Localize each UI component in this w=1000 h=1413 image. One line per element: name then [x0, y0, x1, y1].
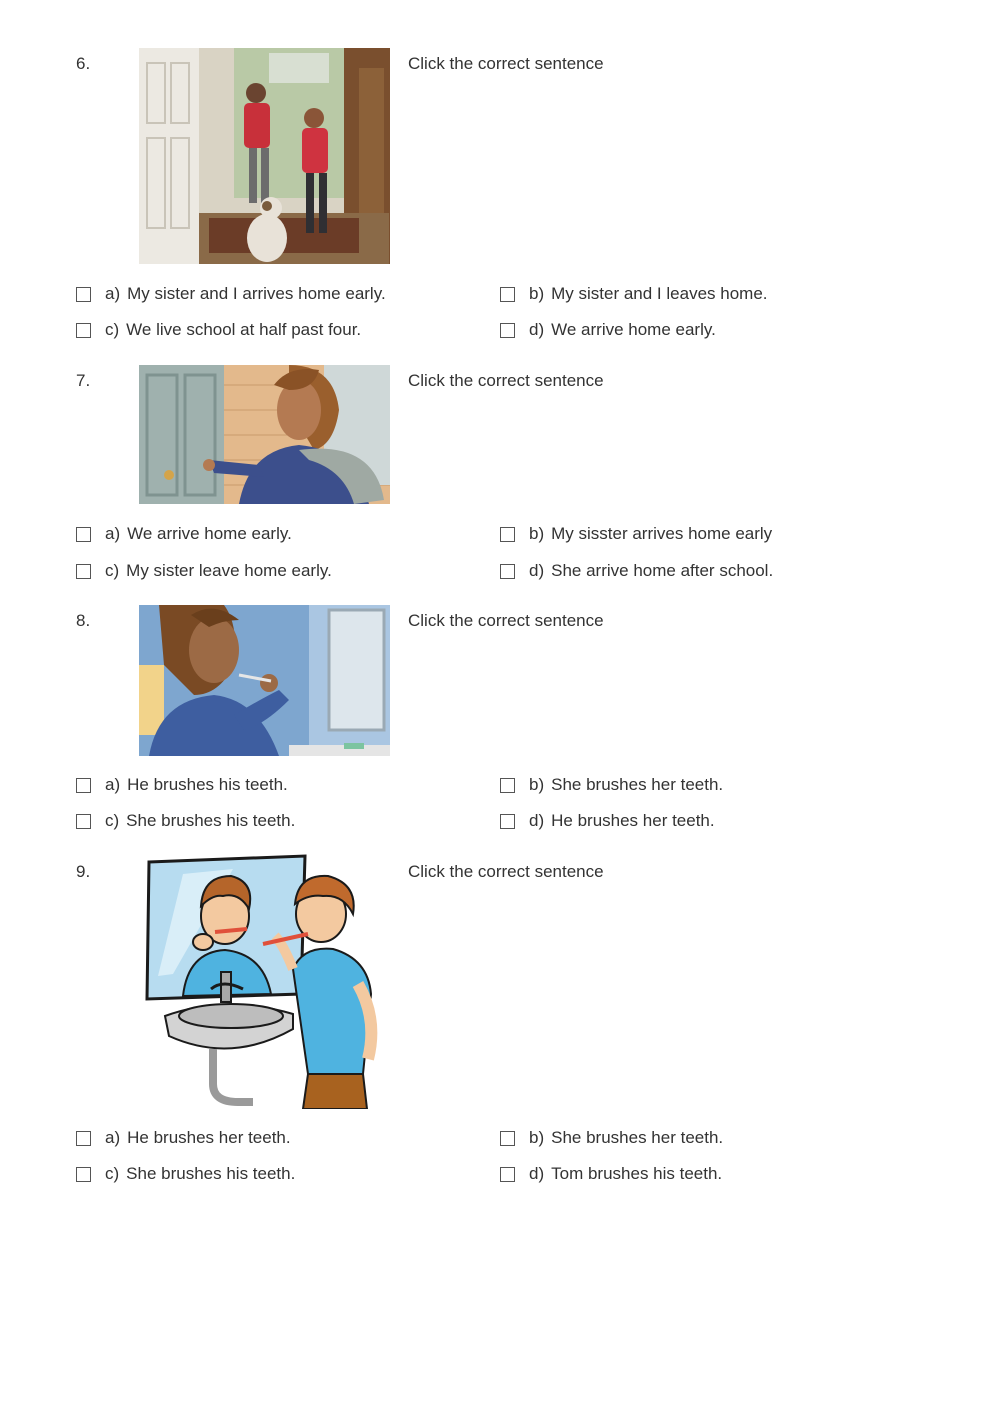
option-d[interactable] — [500, 561, 773, 581]
checkbox[interactable] — [500, 1167, 515, 1182]
option-text: He brushes his teeth. — [127, 775, 288, 794]
option-d[interactable] — [500, 1164, 722, 1184]
option-a[interactable] — [76, 284, 386, 304]
checkbox[interactable] — [76, 287, 91, 302]
option-letter: d) — [529, 811, 545, 830]
checkbox[interactable] — [500, 814, 515, 829]
option-text: She brushes his teeth. — [126, 1164, 296, 1183]
option-text: My sister and I arrives home early. — [127, 284, 386, 303]
checkbox[interactable] — [76, 323, 91, 338]
question-number: 8. — [76, 611, 91, 630]
option-text: He brushes her teeth. — [127, 1128, 291, 1147]
option-text: He brushes her teeth. — [551, 811, 715, 830]
option-c[interactable] — [76, 1164, 295, 1184]
question-prompt: Click the correct sentence — [408, 54, 604, 73]
option-letter: c) — [105, 811, 120, 830]
checkbox[interactable] — [500, 323, 515, 338]
question-image — [139, 48, 390, 264]
option-a[interactable] — [76, 1128, 291, 1148]
option-letter: a) — [105, 775, 121, 794]
option-letter: b) — [529, 284, 545, 303]
option-letter: a) — [105, 284, 121, 303]
option-text: My sister and I leaves home. — [551, 284, 768, 303]
option-d[interactable] — [500, 320, 716, 340]
question-number: 7. — [76, 371, 91, 390]
option-text: She arrive home after school. — [551, 561, 774, 580]
option-letter: b) — [529, 1128, 545, 1147]
option-letter: a) — [105, 1128, 121, 1147]
checkbox[interactable] — [76, 564, 91, 579]
option-letter: d) — [529, 561, 545, 580]
checkbox[interactable] — [76, 1167, 91, 1182]
option-text: She brushes her teeth. — [551, 775, 724, 794]
question-image — [139, 365, 390, 504]
option-text: We live school at half past four. — [126, 320, 362, 339]
checkbox[interactable] — [500, 1131, 515, 1146]
checkbox[interactable] — [76, 1131, 91, 1146]
checkbox[interactable] — [76, 778, 91, 793]
option-letter: d) — [529, 320, 545, 339]
question-image — [139, 605, 390, 756]
option-letter: d) — [529, 1164, 545, 1183]
option-letter: b) — [529, 524, 545, 543]
checkbox[interactable] — [76, 814, 91, 829]
question-image — [143, 854, 388, 1109]
option-text: We arrive home early. — [551, 320, 716, 339]
option-b[interactable] — [500, 775, 723, 795]
option-b[interactable] — [500, 284, 768, 304]
checkbox[interactable] — [500, 287, 515, 302]
option-b[interactable] — [500, 524, 772, 544]
option-letter: c) — [105, 320, 120, 339]
option-text: We arrive home early. — [127, 524, 292, 543]
checkbox[interactable] — [500, 778, 515, 793]
question-prompt: Click the correct sentence — [408, 862, 604, 881]
option-text: Tom brushes his teeth. — [551, 1164, 723, 1183]
checkbox[interactable] — [76, 527, 91, 542]
question-number: 9. — [76, 862, 91, 881]
option-letter: a) — [105, 524, 121, 543]
option-letter: c) — [105, 561, 120, 580]
option-text: She brushes her teeth. — [551, 1128, 724, 1147]
option-c[interactable] — [76, 320, 361, 340]
checkbox[interactable] — [500, 564, 515, 579]
checkbox[interactable] — [500, 527, 515, 542]
option-text: My sisster arrives home early — [551, 524, 773, 543]
option-c[interactable] — [76, 811, 295, 831]
option-text: She brushes his teeth. — [126, 811, 296, 830]
option-c[interactable] — [76, 561, 332, 581]
option-b[interactable] — [500, 1128, 723, 1148]
question-prompt: Click the correct sentence — [408, 371, 604, 390]
option-letter: b) — [529, 775, 545, 794]
option-a[interactable] — [76, 524, 292, 544]
option-text: My sister leave home early. — [126, 561, 332, 580]
option-d[interactable] — [500, 811, 715, 831]
option-a[interactable] — [76, 775, 288, 795]
option-letter: c) — [105, 1164, 120, 1183]
question-prompt: Click the correct sentence — [408, 611, 604, 630]
question-number: 6. — [76, 54, 91, 73]
